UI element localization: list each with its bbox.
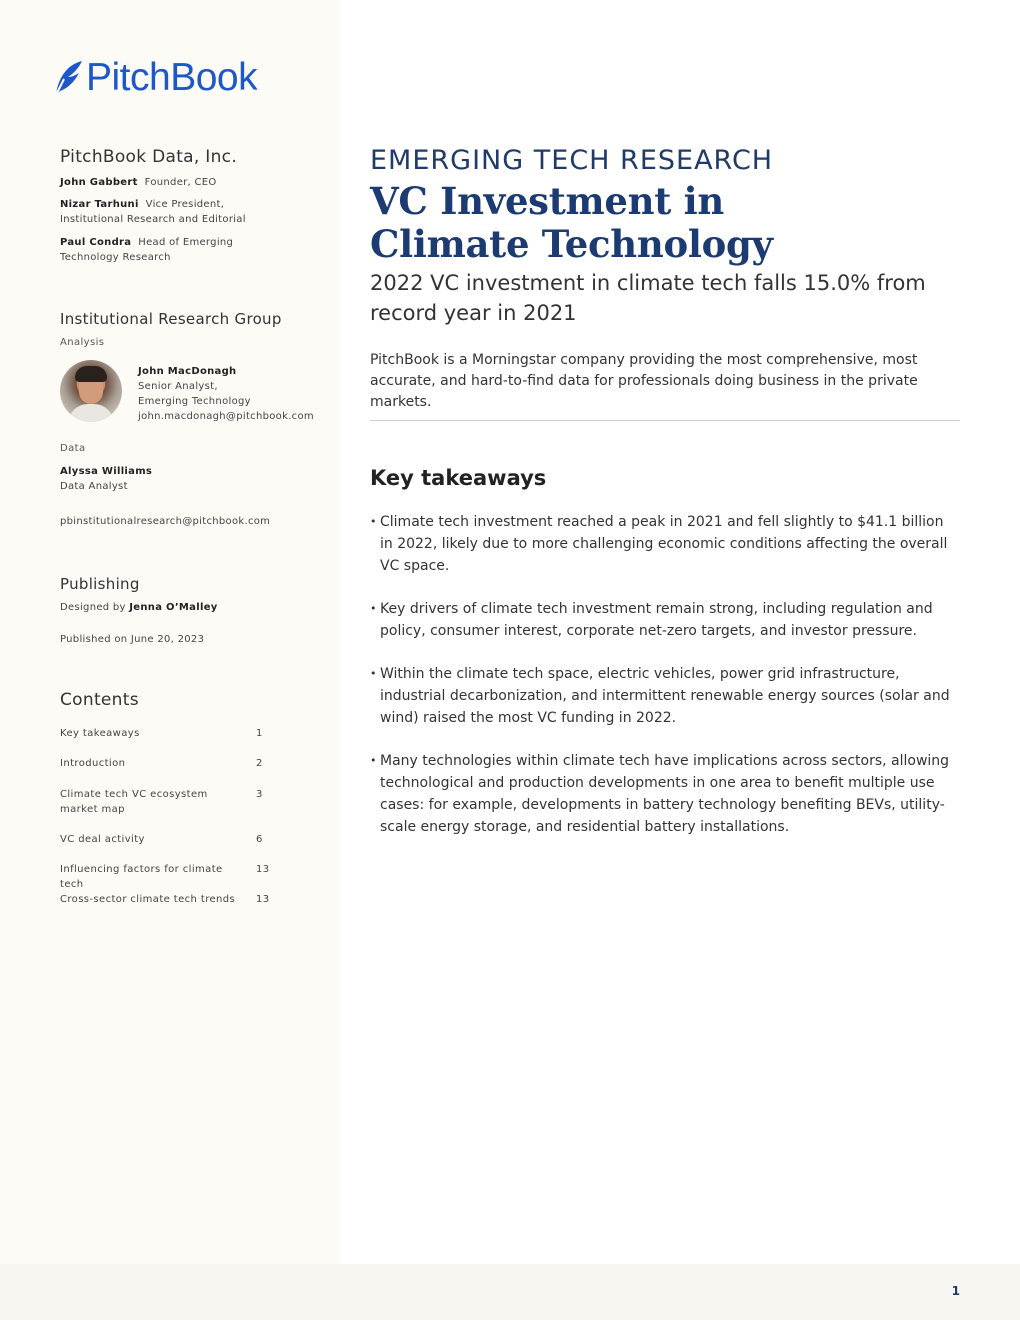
toc-item-label: Key takeaways [60, 728, 140, 739]
report-title [370, 180, 962, 266]
person-vp [60, 197, 280, 227]
list-item: • Climate tech investment reached a peak in 2021 and fell slightly to $41.1 billion in 2022, likely due to more challenging economic conditions affecting the overall VC space. [370, 511, 950, 577]
logo-wordmark: PitchBook [86, 56, 258, 99]
analyst-name: John MacDonagh [138, 366, 237, 377]
toc-item-page: 3 [256, 789, 263, 800]
analysis-label: Analysis [60, 337, 105, 348]
toc-item-page: 1 [256, 728, 263, 739]
person-ceo [60, 175, 310, 190]
person-name: Nizar Tarhuni [60, 199, 139, 210]
toc-item-label: Introduction [60, 758, 126, 769]
person-head-emerging-tech [60, 235, 285, 265]
toc-item-label: VC deal activity [60, 834, 145, 845]
designed-by-label: Designed by [60, 602, 126, 613]
publishing-title: Publishing [60, 575, 140, 593]
report-kicker: EMERGING TECH RESEARCH [370, 145, 774, 176]
research-group-title: Institutional Research Group [60, 310, 282, 328]
toc-item-page: 13 [256, 864, 270, 875]
toc-item-page: 6 [256, 834, 263, 845]
page-footer [0, 1264, 1020, 1320]
designed-by [60, 600, 310, 615]
list-item: • Many technologies within climate tech have implications across sectors, allowing technological and production developments in one area to benefit multiple use cases: for example, developments in battery technology benefiting BEVs, utility-scale energy storage, and residential battery installations. [370, 750, 950, 838]
page-number: 1 [951, 1284, 960, 1298]
person-name: John Gabbert [60, 177, 138, 188]
report-title-line2: Climate Technology [370, 222, 773, 266]
avatar [60, 360, 122, 422]
toc-item-page: 2 [256, 758, 263, 769]
group-email[interactable]: pbinstitutionalresearch@pitchbook.com [60, 516, 271, 527]
person-role: Vice President, Institutional Research and Editorial [60, 199, 246, 225]
list-item: • Key drivers of climate tech investment remain strong, including regulation and policy, consumer interest, corporate net-zero targets, and investor pressure. [370, 598, 950, 642]
divider [370, 420, 960, 421]
pitchbook-leaf-icon [54, 59, 84, 97]
about-pitchbook: PitchBook is a Morningstar company providing the most comprehensive, most accurate, and hard-to-find data for professionals doing business in the private markets. [370, 352, 918, 410]
company-name: PitchBook Data, Inc. [60, 147, 238, 167]
person-role: Founder, CEO [144, 177, 217, 188]
data-person-name: Alyssa Williams [60, 466, 153, 477]
data-label: Data [60, 443, 86, 454]
person-name: Paul Condra [60, 237, 132, 248]
report-title-line1: VC Investment in [370, 179, 724, 223]
list-item: • Within the climate tech space, electric vehicles, power grid infrastructure, industrial decarbonization, and intermittent renewable energy sources (solar and wind) raised the most VC funding in 2022. [370, 663, 950, 729]
toc-item-label: Cross-sector climate tech trends [60, 894, 236, 905]
toc-item-label: Climate tech VC ecosystem market map [60, 789, 208, 815]
published-date: Published on June 20, 2023 [60, 634, 205, 645]
data-person-role: Data Analyst [60, 481, 128, 492]
key-takeaways-list [370, 511, 950, 859]
contents-title: Contents [60, 690, 139, 710]
designer-name: Jenna O’Malley [129, 602, 218, 613]
analyst-email[interactable]: john.macdonagh@pitchbook.com [138, 411, 314, 422]
toc-item-page: 13 [256, 894, 270, 905]
key-takeaways-heading: Key takeaways [370, 466, 547, 490]
analyst-role: Senior Analyst, Emerging Technology [138, 381, 251, 407]
person-role: Head of Emerging Technology Research [60, 237, 234, 263]
analyst-card [60, 360, 320, 430]
toc-item-label: Influencing factors for climate tech [60, 864, 223, 890]
pitchbook-logo[interactable] [54, 56, 257, 100]
report-subtitle: 2022 VC investment in climate tech falls 15.0% from record year in 2021 [370, 271, 926, 325]
